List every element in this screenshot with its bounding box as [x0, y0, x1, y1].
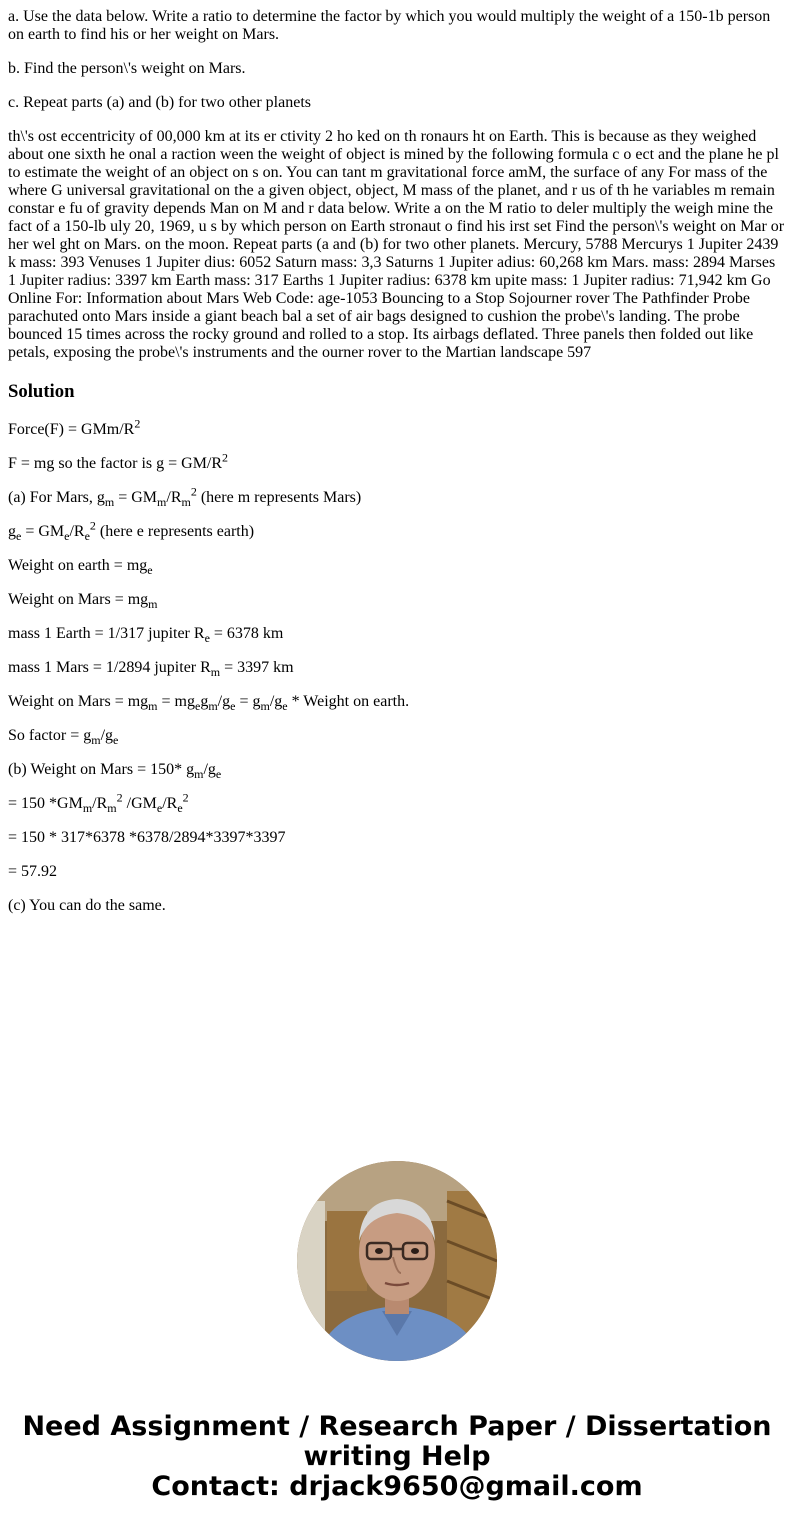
solution-line-part-b: (b) Weight on Mars = 150* $g_m/g_e$ — [8, 761, 222, 782]
question-part-b: b. Find the person\'s weight on Mars. — [8, 60, 246, 77]
solution-line-expansion: = 150 $*GM_m/R_m^2$ $/GM_e/R_e^2$ — [8, 790, 189, 816]
solution-line-mass-earth: mass 1 Earth = 1/317 jupiter $R_e = 6378$ km — [8, 625, 284, 646]
solution-line-mars-g: (a) For Mars, $g_m = GM_m/R_m^2$ (here m represents Mars) — [8, 484, 362, 510]
footer-line-2: writing Help — [303, 1441, 491, 1472]
question-part-a: a. Use the data below. Write a ratio to determine the factor by which you would multiply the weight of a 150-1b person on earth to find his or her weight on Mars. — [8, 8, 771, 43]
solution-line-weight-mars: Weight on Mars = $mg_m$ — [8, 591, 158, 612]
solution-line-numeric: = 150 * 317*6378 *6378/2894*3397*3397 — [8, 829, 286, 846]
solution-line-result: = 57.92 — [8, 863, 58, 880]
question-ocr-text: th\'s ost eccentricity of 00,000 km at its er ctivity 2 ho ked on th ronaurs ht on Earth. This is because as they weighed about one sixth he onal a raction ween the weight of object is mined by the following formula c o ect and the plane he pl to estimate the weight of an object on s on. You can tant m gravitational force amM, the surface of any For mass of the where G universal gravitational on the a given object, object, M mass of the planet, and r us of th he variables m remain constar e fu of gravity depends Man on M and r data below. Write a on the M ratio to deler multiply the weigh mine the fact of a 150-lb uly 20, 1969, u s by which person on Earth stronaut o find his irst set Find the person\'s weight on Mar or her wel ght on Mars. on the moon. Repeat parts (a and (b) for two other planets. Mercury, 5788 Mercurys 1 Jupiter 2439 k mass: 393 Venuses 1 Jupiter dius: 6052 Saturn mass: 3,3 Saturns 1 Jupiter adius: 60,268 km Mars. mass: 2894 Marses 1 Jupiter radius: 3397 km Earth mass: 317 Earths 1 Jupiter radius: 6378 km upite mass: 1 Jupiter radius: 71,942 km Go Online For: Information about Mars Web Code: age-1053 Bouncing to a Stop Sojourner rover The Pathfinder Probe parachuted onto Mars inside a giant beach bal a set of air bags designed to cushion the probe\'s landing. The probe bounced 15 times across the rocky ground and rolled to a stop. Its airbags deflated. Three panels then folded out like petals, exposing the probe\'s instruments and the ourner rover to the Martian landscape 597 — [8, 128, 785, 361]
solution-line-earth-g: $g_e = GM_e/R_e^2$ (here e represents earth) — [8, 518, 255, 544]
question-part-c: c. Repeat parts (a) and (b) for two other planets — [8, 94, 311, 111]
document-body — [0, 8, 794, 915]
author-photo — [297, 1161, 497, 1361]
solution-line-weight-ratio: Weight on Mars = $mg_m = mg_eg_m/g_e = g_m/g_e$ * Weight on earth. — [8, 693, 410, 714]
solution-line-factor: F = mg so the factor is $g = GM/R^2$ — [8, 450, 229, 472]
solution-line-part-c: (c) You can do the same. — [8, 897, 166, 914]
footer-line-1: Need Assignment / Research Paper / Dissertation — [22, 1411, 772, 1442]
solution-line-so-factor: So factor = $g_m/g_e$ — [8, 727, 119, 748]
solution-line-force: Force(F) = GMm/$R^2$ — [8, 416, 141, 438]
contact-footer — [0, 1412, 794, 1502]
footer-contact-email: Contact: drjack9650@gmail.com — [151, 1471, 643, 1502]
solution-line-weight-earth: Weight on earth = $mg_e$ — [8, 557, 153, 578]
solution-line-mass-mars: mass 1 Mars = 1/2894 jupiter $R_m = 3397$ km — [8, 659, 294, 680]
solution-heading: Solution — [8, 381, 75, 402]
